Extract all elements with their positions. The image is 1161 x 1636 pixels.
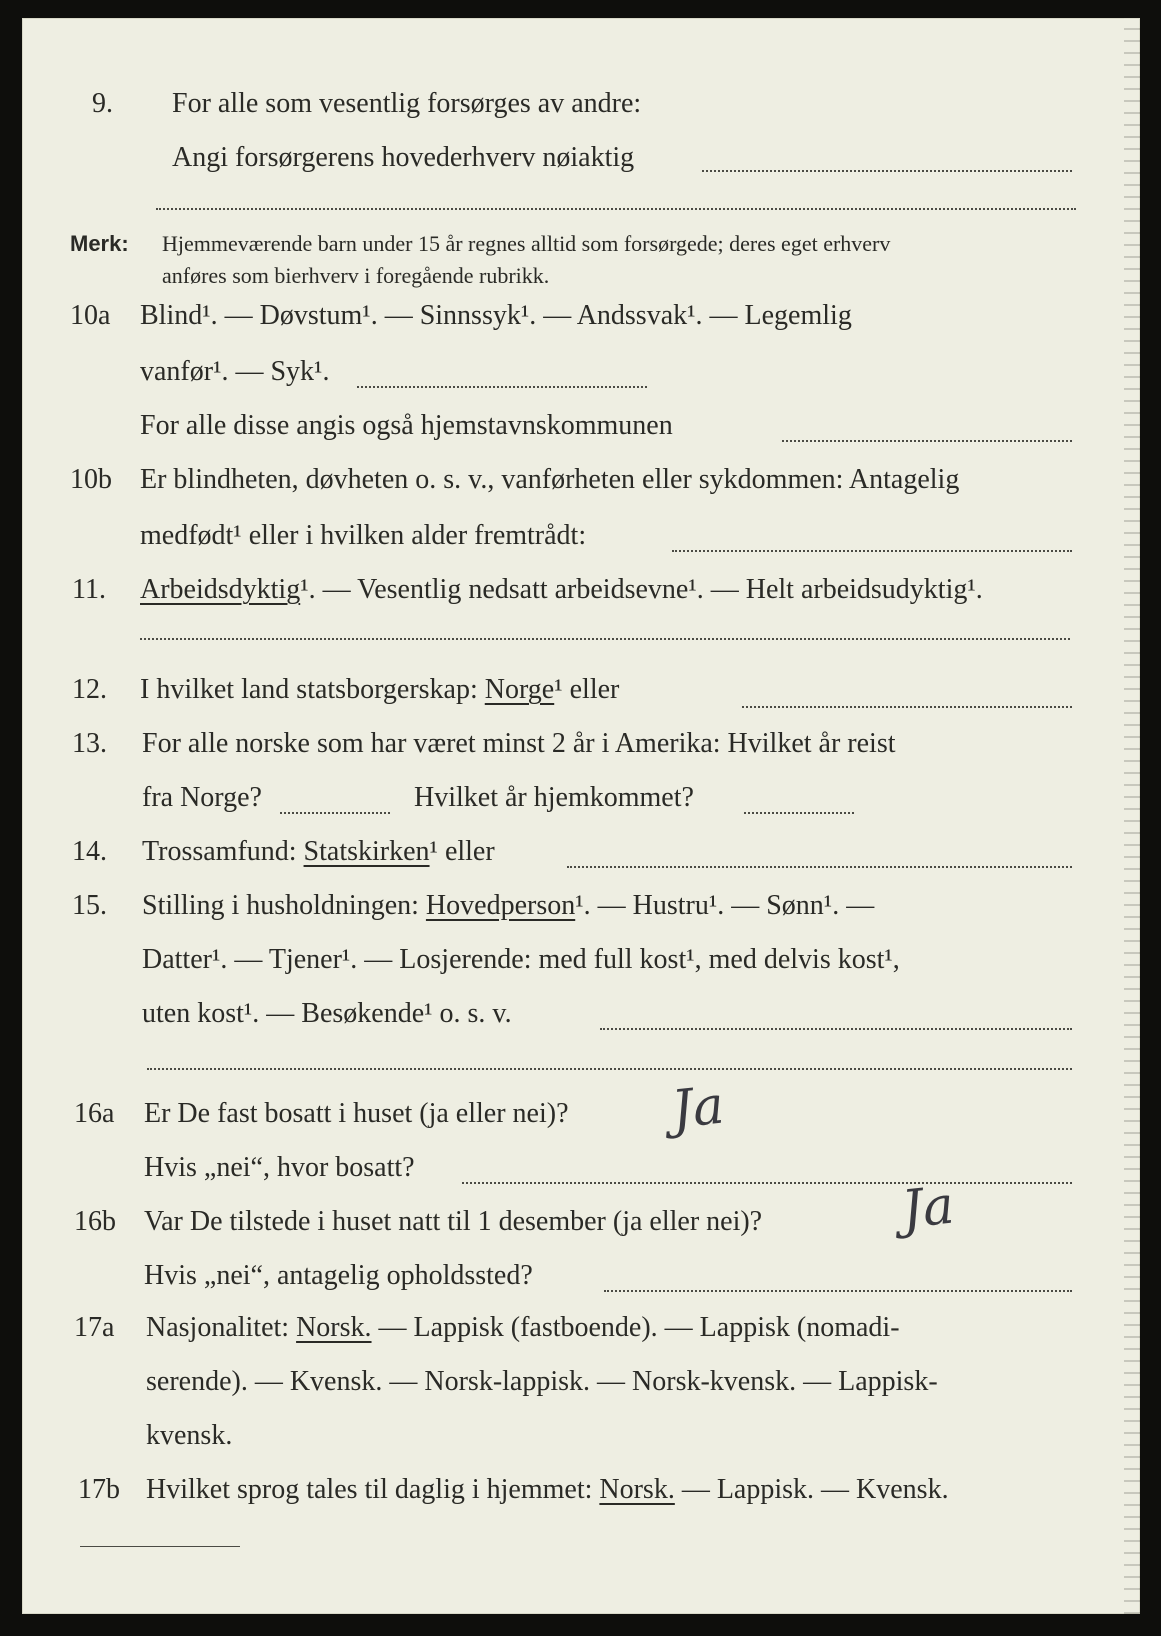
question-10a (22, 300, 1140, 340)
answer-field-15-extra[interactable] (147, 1068, 1072, 1070)
question-number: 13. (72, 728, 107, 759)
question-text: For alle som vesentlig forsørges av andre: (172, 88, 642, 119)
question-13 (22, 728, 1140, 768)
question-10b-line-2 (22, 520, 1140, 560)
question-17a (22, 1312, 1140, 1352)
question-text: Hvis „nei“, antagelig opholdssted? (144, 1260, 533, 1291)
question-number: 15. (72, 890, 107, 921)
question-text: Datter¹. — Tjener¹. — Losjerende: med full kost¹, med delvis kost¹, (142, 944, 900, 975)
answer-field-14[interactable] (567, 866, 1072, 868)
question-15-line-3 (22, 998, 1140, 1038)
question-text: ¹. — Vesentlig nedsatt arbeidsevne¹. — Helt arbeidsudyktig¹. (300, 574, 983, 605)
handwritten-answer-16b: Ja (899, 1175, 957, 1241)
note-label: Merk: (70, 231, 129, 256)
note-text: Hjemmeværende barn under 15 år regnes alltid som forsørgede; deres eget erhverv (162, 231, 891, 256)
question-text: For alle disse angis også hjemstavnskommunen (140, 410, 673, 441)
question-15 (22, 890, 1140, 930)
question-text: medfødt¹ eller i hvilken alder fremtrådt: (140, 520, 587, 551)
question-14 (22, 836, 1140, 876)
question-number: 11. (72, 574, 106, 605)
answer-field-16b[interactable] (604, 1290, 1072, 1292)
marked-answer: Statskirken (303, 836, 430, 867)
question-text: For alle norske som har været minst 2 år i Amerika: Hvilket år reist (142, 728, 896, 759)
answer-field-13-reist[interactable] (280, 812, 390, 814)
question-10b (22, 464, 1140, 504)
question-number: 16a (74, 1098, 115, 1129)
question-text: Hvis „nei“, hvor bosatt? (144, 1152, 415, 1183)
question-text: vanfør¹. — Syk¹. (140, 356, 330, 387)
answer-field-10a-kommune[interactable] (782, 440, 1072, 442)
question-13-line-2 (22, 782, 1140, 822)
question-16b (22, 1206, 1140, 1246)
question-17b (22, 1474, 1140, 1514)
question-text-suffix: ¹ eller (429, 836, 495, 867)
question-text: Nasjonalitet: (146, 1312, 297, 1343)
question-text: Blind¹. — Døvstum¹. — Sinnssyk¹. — Andssvak¹. — Legemlig (140, 300, 852, 331)
question-text: Stilling i husholdningen: (142, 890, 426, 921)
answer-field-10b[interactable] (672, 550, 1072, 552)
answer-field-15[interactable] (600, 1028, 1072, 1030)
answer-field-11[interactable] (140, 638, 1070, 640)
answer-field-9[interactable] (702, 170, 1072, 172)
question-15-line-2 (22, 944, 1140, 984)
question-text: Er blindheten, døvheten o. s. v., vanførheten eller sykdommen: Antagelig (140, 464, 960, 495)
question-text-suffix: — Lappisk (fastboende). — Lappisk (nomadi- (371, 1312, 900, 1343)
question-number: 17a (74, 1312, 115, 1343)
question-17a-line-2 (22, 1366, 1140, 1406)
question-text: I hvilket land statsborgerskap: (140, 674, 485, 705)
question-number: 10b (70, 464, 112, 495)
answer-field-9-extra[interactable] (156, 208, 1076, 210)
question-number: 12. (72, 674, 107, 705)
question-text-suffix: ¹ eller (554, 674, 620, 705)
question-text: Hvilket år hjemkommet? (414, 782, 694, 813)
question-16a (22, 1098, 1140, 1138)
question-text: serende). — Kvensk. — Norsk-lappisk. — Norsk-kvensk. — Lappisk- (146, 1366, 938, 1397)
answer-field-13-hjemkommet[interactable] (744, 812, 854, 814)
question-text: Var De tilstede i huset natt til 1 desember (ja eller nei)? (144, 1206, 763, 1237)
question-text: Hvilket sprog tales til daglig i hjemmet: (146, 1474, 600, 1505)
question-12 (22, 674, 1140, 714)
note-text: anføres som bierhverv i foregående rubrikk. (162, 263, 550, 288)
question-9 (22, 88, 1140, 128)
answer-field-12[interactable] (742, 706, 1072, 708)
question-16a-line-2 (22, 1152, 1140, 1192)
question-text-suffix: — Lappisk. — Kvensk. (674, 1474, 949, 1505)
question-number: 10a (70, 300, 111, 331)
question-number: 16b (74, 1206, 116, 1237)
marked-answer: Hovedperson (425, 890, 576, 921)
question-text: uten kost¹. — Besøkende¹ o. s. v. (142, 998, 512, 1029)
note-merk-line-2 (22, 263, 1140, 303)
marked-answer: Norsk. (599, 1474, 675, 1505)
question-number: 14. (72, 836, 107, 867)
handwritten-answer-16a: Ja (669, 1075, 727, 1141)
question-text-suffix: ¹. — Hustru¹. — Sønn¹. — (575, 890, 875, 921)
question-17a-line-3 (22, 1420, 1140, 1460)
question-text: kvensk. (146, 1420, 233, 1451)
question-text: Angi forsørgerens hovederhverv nøiaktig (172, 142, 635, 173)
question-9-line-2 (22, 142, 1140, 182)
footnote-separator (80, 1546, 240, 1547)
census-form-page (22, 18, 1140, 1614)
answer-field-16a[interactable] (462, 1182, 1072, 1184)
marked-answer: Arbeidsdyktig (140, 574, 301, 605)
question-11 (22, 574, 1140, 614)
marked-answer: Norge (484, 674, 555, 705)
question-10a-line-3 (22, 410, 1140, 450)
question-number: 9. (92, 88, 113, 119)
answer-field-10a[interactable] (357, 386, 647, 388)
question-text: Trossamfund: (142, 836, 304, 867)
question-10a-line-2 (22, 356, 1140, 396)
question-text: Er De fast bosatt i huset (ja eller nei)? (144, 1098, 569, 1129)
question-number: 17b (78, 1474, 120, 1505)
marked-answer: Norsk. (296, 1312, 372, 1343)
question-16b-line-2 (22, 1260, 1140, 1300)
question-text: fra Norge? (142, 782, 262, 813)
